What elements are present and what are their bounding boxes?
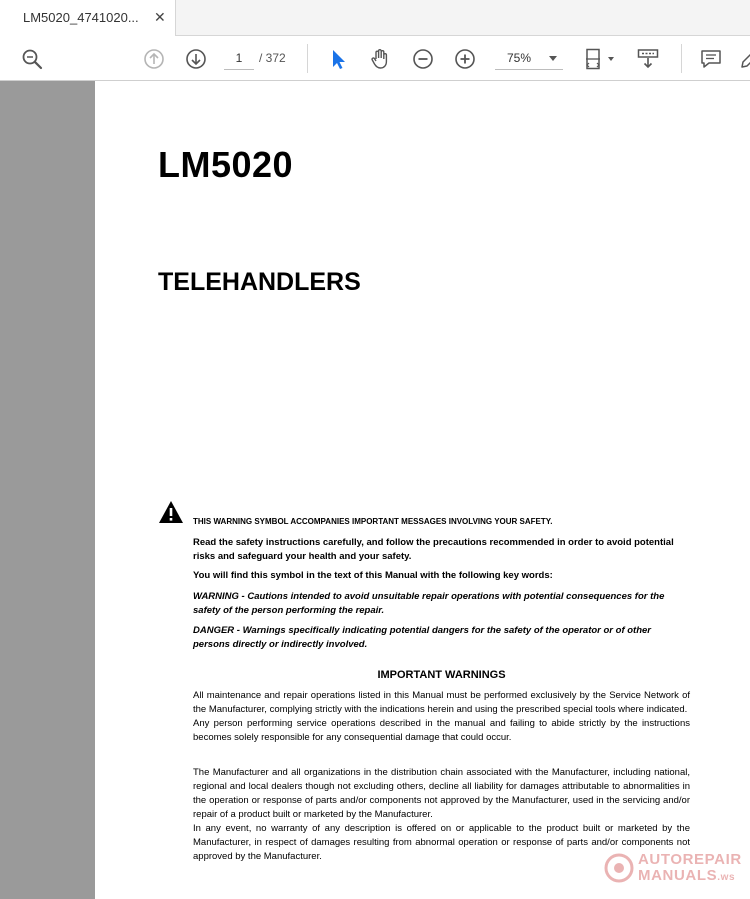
close-icon[interactable]: ✕ xyxy=(154,9,166,25)
important-warnings-heading: IMPORTANT WARNINGS xyxy=(377,669,506,681)
paragraph: The Manufacturer and all organizations in the distribution chain associated with the Manufacturer, including national, regional and local dealers though not excluding others, decline all liability for damages attributable to abnormalities in the operation or response of parts and/or components not approved by the Manufacturer, used in the servicing and/or repair of a product built or marketed by the Manufacturer. xyxy=(193,767,690,820)
zoom-search-icon[interactable] xyxy=(20,47,44,71)
zoom-value: 75% xyxy=(507,51,532,65)
watermark-suffix: .ws xyxy=(717,872,736,883)
select-cursor-icon[interactable] xyxy=(326,47,350,71)
paragraph: Any person performing service operations described in the manual and failing to abide strictly by the instructions becomes solely responsible for any consequential damage that could occur. xyxy=(193,718,690,743)
scroll-mode-icon[interactable] xyxy=(636,47,660,71)
chevron-down-icon xyxy=(549,56,557,61)
zoom-in-icon[interactable] xyxy=(453,47,477,71)
warning-definition: WARNING - Cautions intended to avoid unsuitable repair operations with potential consequences for the safety of the person performing the repair. xyxy=(193,591,665,616)
viewer-gutter xyxy=(0,81,95,899)
next-page-icon[interactable] xyxy=(184,47,208,71)
keywords-intro-text: You will find this symbol in the text of this Manual with the following key words: xyxy=(193,570,553,581)
watermark-line2 xyxy=(638,868,735,885)
page-total: / 372 xyxy=(259,51,286,65)
zoom-out-icon[interactable] xyxy=(411,47,435,71)
hand-pan-icon[interactable] xyxy=(368,47,392,71)
warning-triangle-icon xyxy=(158,500,184,524)
watermark-logo xyxy=(604,851,750,891)
paragraph: All maintenance and repair operations listed in this Manual must be performed exclusively by the Service Network of the Manufacturer, complying strictly with the indications herein and using the prescribed special tools where indicated. xyxy=(193,690,690,715)
watermark-line1: AUTOREPAIR xyxy=(638,851,742,868)
toolbar-divider xyxy=(681,44,682,73)
paragraph: In any event, no warranty of any description is offered on or applicable to the product built or marketed by the Manufacturer, in respect of damages resulting from abnormal operation or response of parts and/or components not approved by the Manufacturer. xyxy=(193,823,690,862)
safety-instructions-text: Read the safety instructions carefully, and follow the precautions recommended in order to avoid potential risks and safeguard your health and your safety. xyxy=(193,537,674,562)
page-number-input[interactable] xyxy=(224,47,254,70)
watermark-gear-icon xyxy=(604,853,634,883)
document-tab[interactable] xyxy=(0,0,176,36)
tab-title: LM5020_4741020... xyxy=(23,10,139,25)
page-fit-caret-icon[interactable] xyxy=(608,57,614,61)
watermark-line2-text: MANUALS xyxy=(638,867,718,884)
previous-page-icon[interactable] xyxy=(142,47,166,71)
tab-bar xyxy=(0,0,750,36)
toolbar-divider xyxy=(307,44,308,73)
comment-icon[interactable] xyxy=(699,47,723,71)
danger-definition: DANGER - Warnings specifically indicating potential dangers for the safety of the operator or of other persons directly or indirectly involved. xyxy=(193,625,651,650)
document-title: LM5020 xyxy=(158,144,294,185)
toolbar xyxy=(0,36,750,81)
warning-symbol-message: THIS WARNING SYMBOL ACCOMPANIES IMPORTANT MESSAGES INVOLVING YOUR SAFETY. xyxy=(193,517,553,526)
document-page xyxy=(95,81,750,899)
document-subtitle: TELEHANDLERS xyxy=(158,268,361,296)
pen-icon[interactable] xyxy=(738,47,750,71)
page-fit-icon[interactable] xyxy=(582,47,606,71)
zoom-select[interactable] xyxy=(495,47,563,70)
